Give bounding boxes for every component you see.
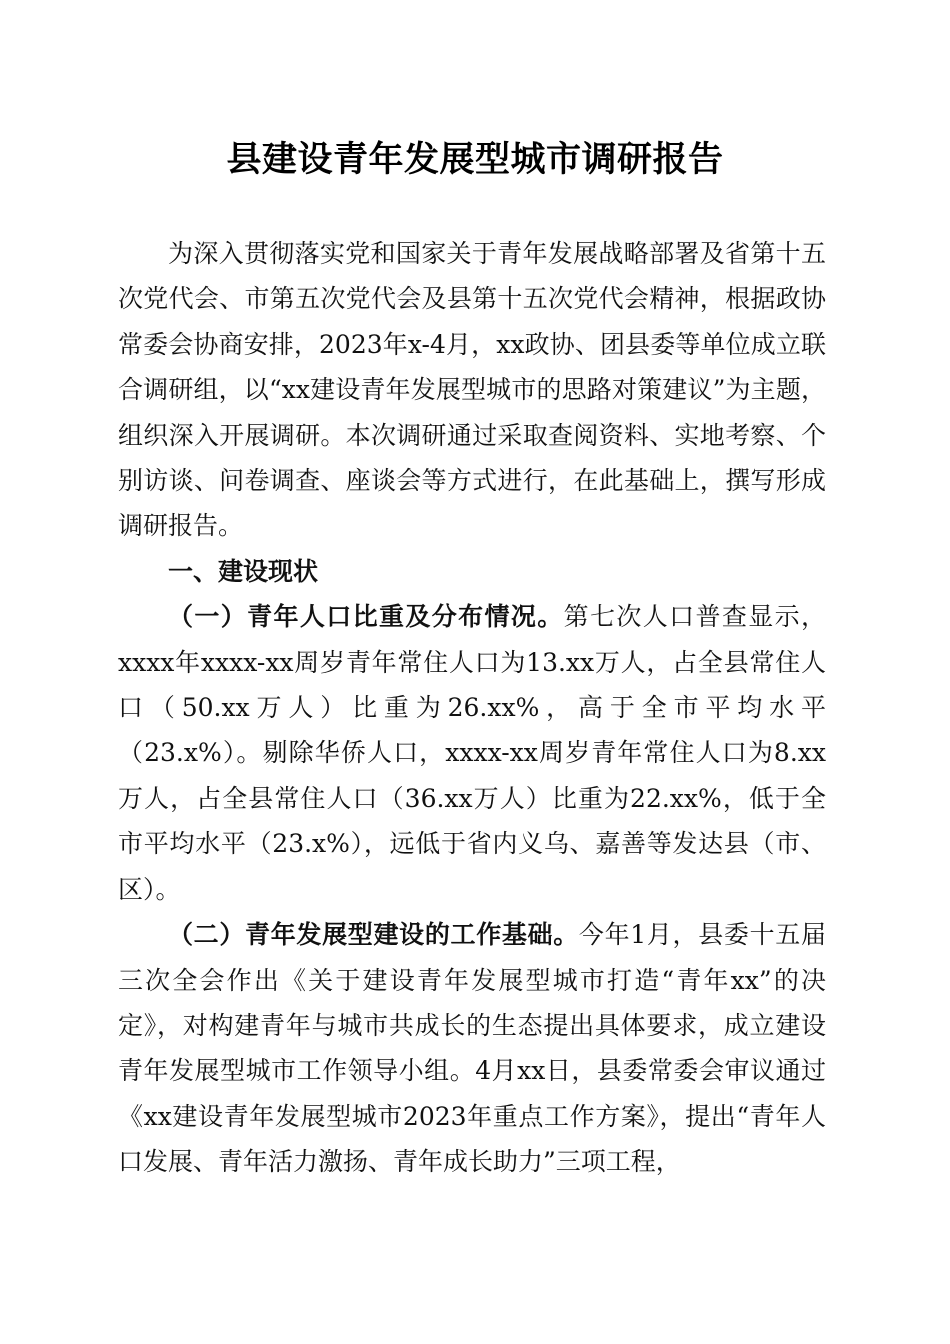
intro-paragraph: 为深入贯彻落实党和国家关于青年发展战略部署及省第十五次党代会、市第五次党代会及县第十五次党代会精神，根据政协常委会协商安排，2023年x-4月，xx政协、团县委等单位成立联合调研组，以“xx建设青年发展型城市的思路对策建议”为主题，组织深入开展调研。本次调研通过采取查阅资料、实地考察、个别访谈、问卷调查、座谈会等方式进行，在此基础上，撰写形成调研报告。 bbox=[118, 239, 826, 541]
document-body bbox=[118, 231, 826, 1185]
subsection-1-paragraph bbox=[118, 594, 826, 912]
subsection-1-text: 第七次人口普查显示，xxxx年xxxx-xx周岁青年常住人口为13.xx万人，占全县常住人口（50.xx万人）比重为26.xx%，高于全市平均水平（23.x%）。剔除华侨人口，xxxx-xx周岁青年常住人口为8.xx万人，占全县常住人口（36.xx万人）比重为22.xx%，低于全市平均水平（23.x%），远低于省内义乌、嘉善等发达县（市、区）。 bbox=[118, 602, 826, 904]
subsection-2-paragraph bbox=[118, 912, 826, 1184]
subsection-2-text: 今年1月，县委十五届三次全会作出《关于建设青年发展型城市打造“青年xx”的决定》，对构建青年与城市共成长的生态提出具体要求，成立建设青年发展型城市工作领导小组。4月xx日，县委常委会审议通过《xx建设青年发展型城市2023年重点工作方案》，提出“青年人口发展、青年活力激扬、青年成长助力”三项工程， bbox=[118, 920, 826, 1177]
subsection-2-lead: （二）青年发展型建设的工作基础。 bbox=[168, 920, 579, 950]
section-heading: 一、建设现状 bbox=[168, 556, 319, 586]
page-title: 县建设青年发展型城市调研报告 bbox=[226, 140, 724, 180]
subsection-1-lead: （一）青年人口比重及分布情况。 bbox=[168, 602, 564, 632]
